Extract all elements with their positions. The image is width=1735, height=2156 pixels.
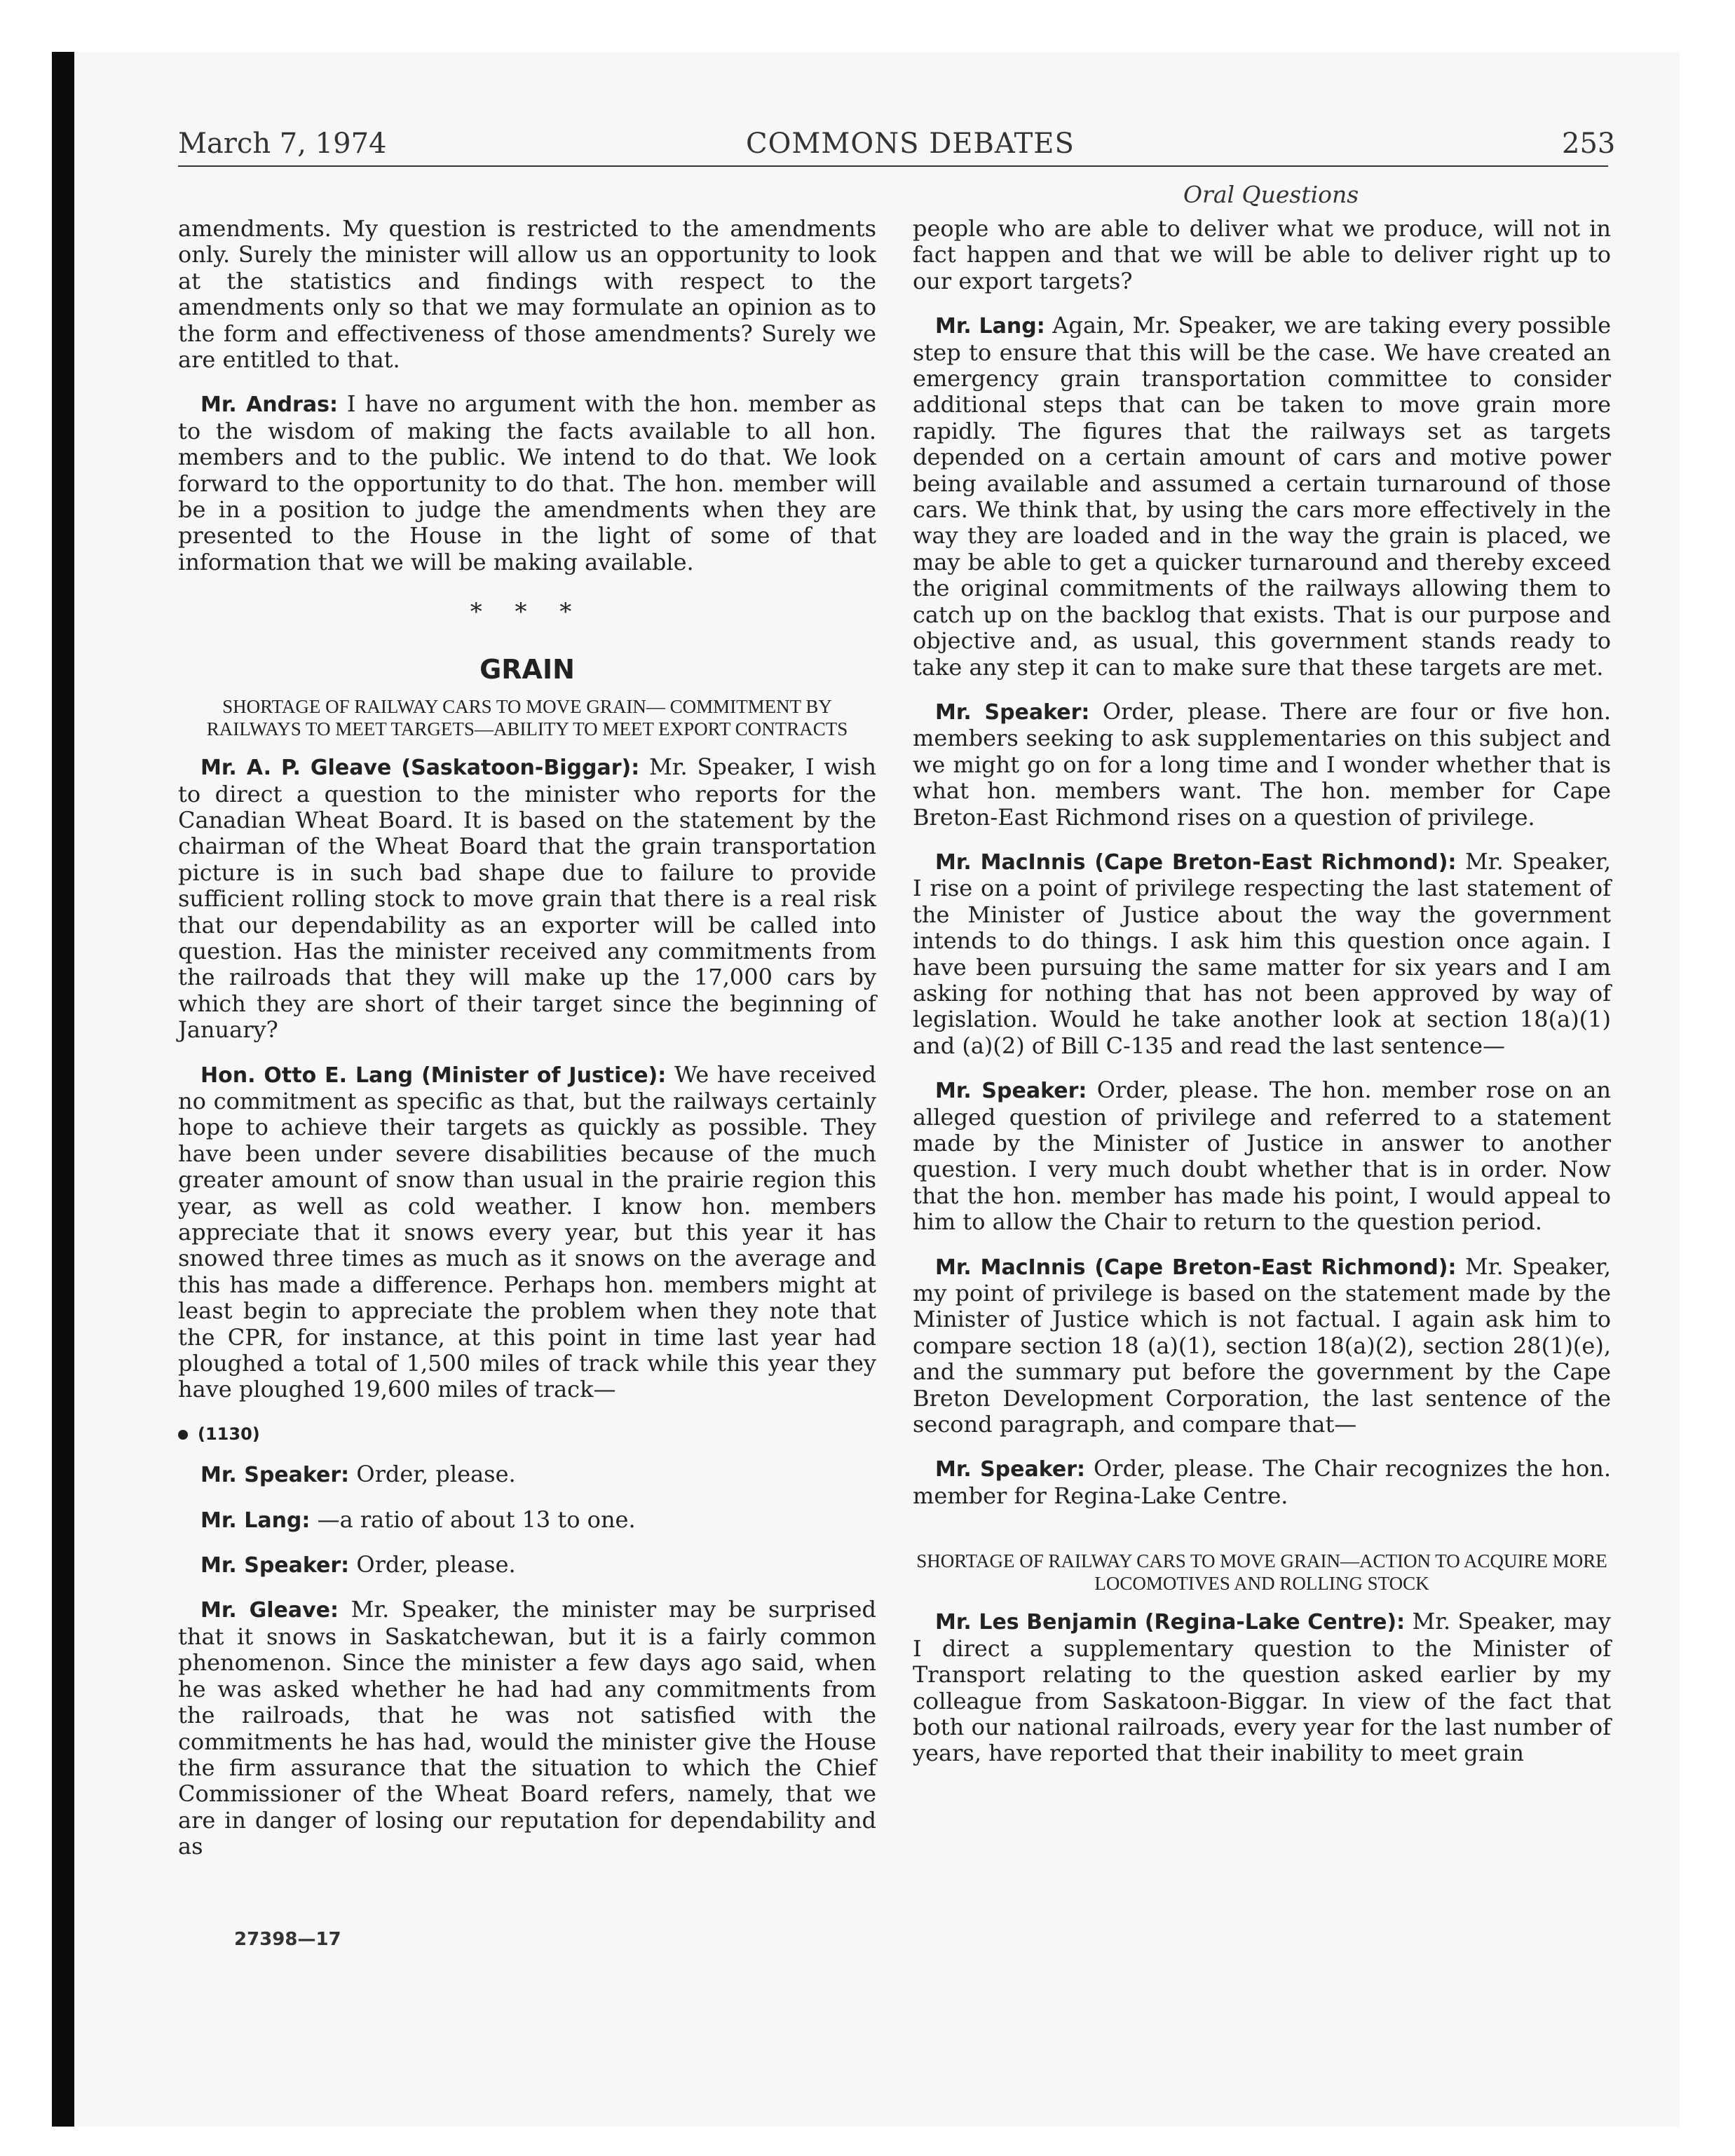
running-head: Oral Questions bbox=[1183, 181, 1359, 208]
speech-text: Order, please. The Chair recognizes the hon. member for Regina-Lake Centre. bbox=[913, 1455, 1612, 1509]
speaker-name: Mr. Andras: bbox=[200, 393, 338, 418]
speech-text: Mr. Speaker, I wish to direct a question to the minister who reports for the Canadian Wheat Board. It is based on the statement by the chairman of the Wheat Board that the grain transportation picture is in such bad shape due to failure to provide sufficient rolling stock to move grain that there is a real risk that our dependability as an exporter will be called into question. Has the minister received any commitments from the railroads that they will make up the 17,000 cars by which they are short of their target since the beginning of January? bbox=[178, 753, 877, 1044]
paragraph bbox=[913, 1456, 1611, 1509]
time-marker-text: (1130) bbox=[198, 1424, 260, 1444]
speaker-name: Mr. Gleave: bbox=[200, 1598, 339, 1623]
page-footer-code: 27398—17 bbox=[234, 1929, 341, 1950]
speaker-name: Mr. MacInnis (Cape Breton-East Richmond): bbox=[935, 1255, 1457, 1280]
paragraph bbox=[913, 699, 1611, 831]
speech-text: Mr. Speaker, I rise on a point of privilege respecting the last statement of the Minister of Justice about the way the government intends to do things. I ask him this question once again. I have been pursuing the same matter for six years and I am asking for nothing that has not been approved by way of legislation. Would he take another look at section 18(a)(1) and (a)(2) of Bill C-135 and read the last sentence— bbox=[913, 847, 1612, 1059]
right-column bbox=[913, 216, 1611, 1785]
section-heading: GRAIN bbox=[479, 653, 575, 685]
speaker-name: Mr. Speaker: bbox=[200, 1463, 350, 1488]
speech-text: Order, please. The hon. member rose on an alleged question of privilege and referred to a statement made by the Minister of Justice in answer to another question. I very much doubt whether that is in order. Now that the hon. member has made his point, I would appeal to him to allow the Chair to return to the question period. bbox=[913, 1077, 1612, 1236]
header-rule bbox=[178, 165, 1608, 167]
speech-text: Mr. Speaker, may I direct a supplementary question to the Minister of Transport relating to the question asked earlier by my colleague from Saskatoon-Biggar. In view of the fact that both our national railroads, every year for the last number of years, have reported that their inability to meet grain bbox=[913, 1608, 1611, 1767]
scan-edge-bar bbox=[52, 52, 74, 2127]
speaker-name: Mr. Speaker: bbox=[935, 700, 1090, 725]
paragraph bbox=[178, 1461, 876, 1488]
speaker-name: Mr. Speaker: bbox=[935, 1079, 1087, 1104]
speaker-name: Mr. Les Benjamin (Regina-Lake Centre): bbox=[935, 1610, 1406, 1635]
speaker-name: Mr. MacInnis (Cape Breton-East Richmond): bbox=[935, 850, 1457, 875]
header-title: COMMONS DEBATES bbox=[746, 128, 1075, 160]
paragraph: amendments. My question is restricted to the amendments only. Surely the minister will allow us an opportunity to look at the statistics and findings with respect to the amendments only so that we may formulate an opinion as to the form and effectiveness of those amendments? Surely we are entitled to that. bbox=[178, 215, 876, 374]
paragraph bbox=[913, 1077, 1611, 1235]
bullet-icon bbox=[178, 1430, 188, 1440]
paragraph bbox=[178, 1552, 876, 1578]
left-column bbox=[178, 216, 876, 1878]
speech-text: Order, please. bbox=[349, 1551, 516, 1578]
speech-text: We have received no commitment as specific as that, but the railways certainly hope to achieve their targets as quickly as possible. They have been under severe disabilities because of the much greater amount of snow than usual in the prairie region this year, as well as cold weather. I know hon. members appreciate that it snows every year, but this year it has snowed three times as much as it snows on the average and this has made a difference. Perhaps hon. members might at least begin to appreciate the problem when they note that the CPR, for instance, at this point in time last year had ploughed a total of 1,500 miles of track while this year they have ploughed 19,600 miles of track— bbox=[178, 1060, 877, 1403]
speaker-name: Mr. Lang: bbox=[200, 1508, 311, 1533]
section-separator: * * * bbox=[470, 598, 585, 627]
header-date: March 7, 1974 bbox=[178, 128, 387, 160]
speaker-name: Mr. Lang: bbox=[935, 314, 1045, 339]
speech-text: Mr. Speaker, my point of privilege is based on the statement made by the Minister of Justice which is not factual. I again ask him to compare section 18 (a)(1), section 18(a)(2), section 28(1)(e), and the summary put before the government by the Cape Breton Development Corporation, the last sentence of the second paragraph, and compare that— bbox=[913, 1253, 1612, 1438]
paragraph bbox=[913, 849, 1611, 1059]
time-marker bbox=[178, 1421, 876, 1447]
paragraph bbox=[178, 754, 876, 1043]
paragraph bbox=[913, 1609, 1611, 1766]
paragraph bbox=[178, 1507, 876, 1534]
paragraph: people who are able to deliver what we produce, will not in fact happen and that we will be able to deliver right up to our export targets? bbox=[913, 215, 1611, 294]
section-subheading: SHORTAGE OF RAILWAY CARS TO MOVE GRAIN— COMMITMENT BY RAILWAYS TO MEET TARGETS—ABILITY TO MEET EXPORT CONTRACTS bbox=[206, 696, 848, 740]
section-subheading: SHORTAGE OF RAILWAY CARS TO MOVE GRAIN—ACTION TO ACQUIRE MORE LOCOMOTIVES AND ROLLING STOCK bbox=[916, 1550, 1607, 1595]
paragraph bbox=[913, 1254, 1611, 1438]
speech-text: I have no argument with the hon. member as to the wisdom of making the facts available to all hon. members and to the public. We intend to do that. We look forward to the opportunity to do that. The hon. member will be in a position to judge the amendments when they are presented to the House in the light of some of that information that we will be making available. bbox=[178, 390, 877, 575]
speech-text: Mr. Speaker, the minister may be surprised that it snows in Saskatchewan, but it is a fairly common phenomenon. Since the minister a few days ago said, when he was asked whether he had had any commitments from the railroads, that he was not satisfied with the commitments he has had, would the minister give the House the firm assurance that the situation to which the Chief Commissioner of the Wheat Board refers, namely, that we are in danger of losing our reputation for dependability and as bbox=[178, 1596, 877, 1860]
speaker-name: Mr. Speaker: bbox=[200, 1553, 350, 1578]
speech-text: —a ratio of about 13 to one. bbox=[310, 1506, 636, 1533]
speech-text: Order, please. bbox=[349, 1461, 516, 1488]
paragraph bbox=[913, 313, 1611, 681]
paragraph bbox=[178, 1062, 876, 1403]
paragraph bbox=[178, 391, 876, 575]
page-number: 253 bbox=[1562, 128, 1616, 160]
speaker-name: Hon. Otto E. Lang (Minister of Justice): bbox=[200, 1063, 667, 1088]
speech-text: Again, Mr. Speaker, we are taking every possible step to ensure that this will be the case. We have created an emergency grain transportation committee to consider additional steps that can be taken to move grain more rapidly. The figures that the railways set as targets depended on a certain amount of cars and motive power being available and assumed a certain turnaround of those cars. We think that, by using the cars more effectively in the way they are loaded and in the way the grain is placed, we may be able to get a quicker turnaround and thereby exceed the original commitments of the railways allowing them to catch up on the backlog that exists. That is our purpose and objective and, as usual, this government stands ready to take any step it can to make sure that these targets are met. bbox=[913, 312, 1612, 681]
paragraph bbox=[178, 1597, 876, 1860]
speech-text: Order, please. There are four or five hon. members seeking to ask supplementaries on this subject and we might go on for a long time and I wonder whether that is what hon. members want. The hon. member for Cape Breton-East Richmond rises on a question of privilege. bbox=[913, 697, 1611, 831]
speaker-name: Mr. A. P. Gleave (Saskatoon-Biggar): bbox=[200, 756, 640, 781]
speaker-name: Mr. Speaker: bbox=[935, 1457, 1086, 1482]
